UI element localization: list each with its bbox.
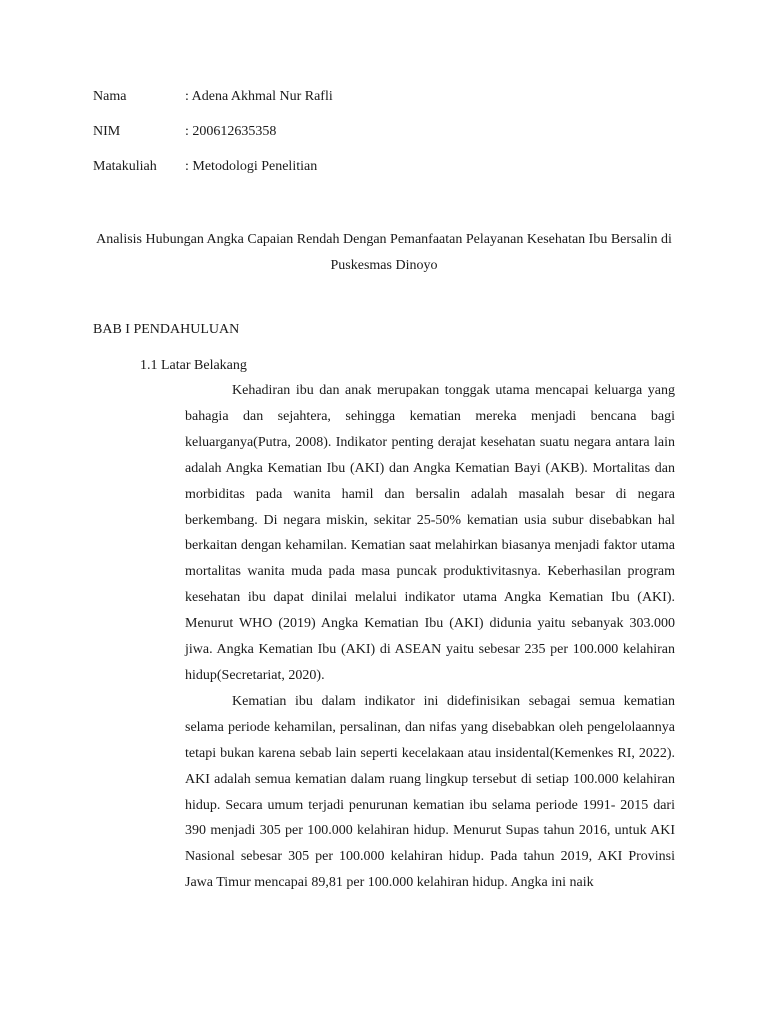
info-row-matakuliah: [93, 157, 317, 177]
info-row-nama: [93, 87, 333, 107]
nim-value: : 200612635358: [185, 124, 277, 139]
matakuliah-label: Matakuliah: [93, 159, 157, 174]
info-row-nim: [93, 122, 276, 142]
nama-value: : Adena Akhmal Nur Rafli: [185, 89, 333, 104]
section-heading: 1.1 Latar Belakang: [140, 358, 247, 373]
body-text: [185, 378, 675, 896]
nim-label: NIM: [93, 124, 121, 139]
paragraph: Kehadiran ibu dan anak merupakan tonggak utama mencapai keluarga yang bahagia dan sejahtera, sehingga kematian mereka menjadi bencana bagi keluarganya(Putra, 2008). Indikator penting derajat kesehatan suatu negara antara lain adalah Angka Kematian Ibu (AKI) dan Angka Kematian Bayi (AKB). Mortalitas dan morbiditas pada wanita hamil dan bersalin adalah masalah besar di negara berkembang. Di negara miskin, sekitar 25-50% kematian usia subur disebabkan hal berkaitan dengan kehamilan. Kematian saat melahirkan biasanya menjadi faktor utama mortalitas wanita muda pada masa puncak produktivitasnya. Keberhasilan program kesehatan ibu dapat dinilai melalui indikator utama Angka Kematian Ibu (AKI). Menurut WHO (2019) Angka Kematian Ibu (AKI) didunia yaitu sebanyak 303.000 jiwa. Angka Kematian Ibu (AKI) di ASEAN yaitu sebesar 235 per 100.000 kelahiran hidup(Secretariat, 2020).: [185, 383, 675, 683]
paragraph: Kematian ibu dalam indikator ini didefinisikan sebagai semua kematian selama periode kehamilan, persalinan, dan nifas yang disebabkan oleh pengelolaannya tetapi bukan karena sebab lain seperti kecelakaan atau insidental(Kemenkes RI, 2022). AKI adalah semua kematian dalam ruang lingkup tersebut di setiap 100.000 kelahiran hidup. Secara umum terjadi penurunan kematian ibu selama periode 1991- 2015 dari 390 menjadi 305 per 100.000 kelahiran hidup. Menurut Supas tahun 2016, untuk AKI Nasional sebesar 305 per 100.000 kelahiran hidup. Pada tahun 2019, AKI Provinsi Jawa Timur mencapai 89,81 per 100.000 kelahiran hidup. Angka ini naik: [185, 693, 675, 891]
nama-label: Nama: [93, 89, 127, 104]
matakuliah-value: : Metodologi Penelitian: [185, 159, 318, 174]
document-title: Analisis Hubungan Angka Capaian Rendah Dengan Pemanfaatan Pelayanan Kesehatan Ibu Bersalin di Puskesmas Dinoyo: [96, 232, 672, 273]
chapter-heading: BAB I PENDAHULUAN: [93, 322, 240, 337]
